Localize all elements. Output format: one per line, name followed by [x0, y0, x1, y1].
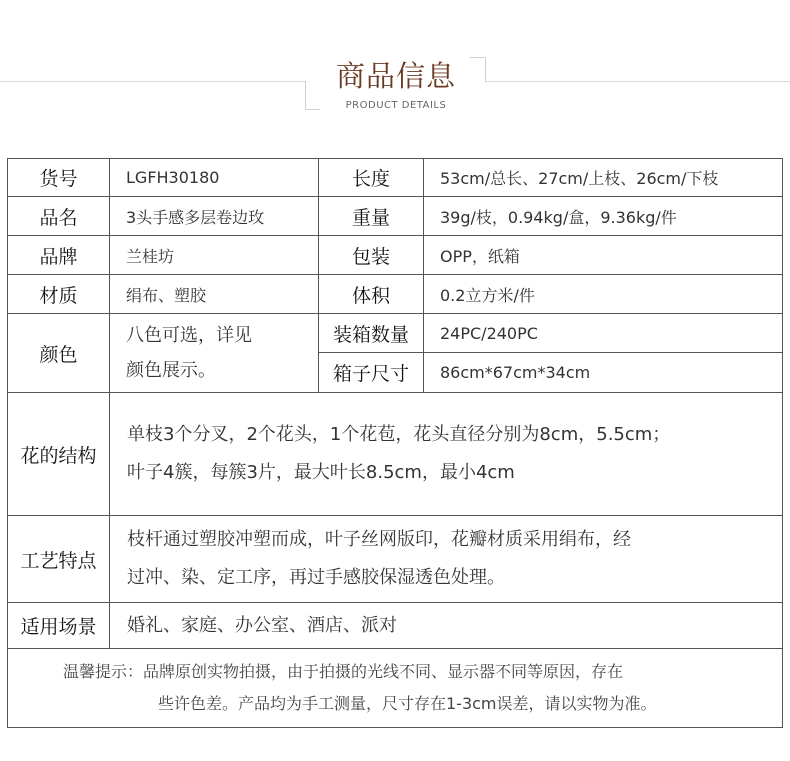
value-length: 53cm/总长、27cm/上枝、26cm/下枝 [440, 169, 719, 188]
label-box-qty: 装箱数量 [332, 323, 409, 346]
value-brand: 兰桂坊 [126, 246, 175, 266]
notice [8, 649, 782, 727]
value-scenes [110, 603, 782, 648]
value-item-no: LGFH30180 [126, 168, 220, 187]
value-craft-line1: 枝杆通过塑胶冲塑而成，叶子丝网版印，花瓣材质采用绢布，经 [127, 529, 631, 550]
label-scenes: 适用场景 [20, 616, 97, 638]
value-color-line1: 八色可选，详见 [126, 325, 252, 346]
header-rule-right [486, 81, 790, 82]
value-weight: 39g/枝，0.94kg/盒，9.36kg/件 [440, 207, 677, 227]
product-details-table [7, 158, 783, 728]
value-scenes-text: 婚礼、家庭、办公室、酒店、派对 [127, 614, 397, 636]
label-length: 长度 [351, 168, 390, 190]
label-item-no: 货号 [39, 168, 78, 190]
page-subtitle: PRODUCT DETAILS [345, 100, 447, 111]
label-craft: 工艺特点 [20, 549, 97, 572]
value-color [110, 314, 318, 392]
notice-line2: 些许色差。产品均为手工测量，尺寸存在1-3cm误差，请以实物为准。 [158, 694, 657, 713]
value-box-size: 86cm*67cm*34cm [440, 363, 591, 382]
label-name: 品名 [39, 206, 78, 229]
value-structure-line2: 叶子4簇，每簇3片，最大叶长8.5cm，最小4cm [127, 462, 515, 483]
page-title: 商品信息 [335, 59, 456, 93]
value-name: 3头手感多层卷边玫 [126, 207, 265, 227]
label-structure: 花的结构 [20, 444, 97, 467]
value-craft [110, 516, 782, 602]
value-craft-line2: 过冲、染、定工序，再过手感胶保湿透色处理。 [127, 567, 505, 588]
header-rule-left [0, 81, 305, 82]
value-packaging: OPP，纸箱 [440, 246, 520, 266]
label-volume: 体积 [351, 284, 390, 307]
label-brand: 品牌 [39, 245, 78, 268]
value-volume: 0.2立方米/件 [440, 285, 535, 305]
value-structure-line1: 单枝3个分叉，2个花头，1个花苞，花头直径分别为8cm，5.5cm； [127, 424, 671, 445]
label-box-size: 箱子尺寸 [332, 363, 409, 385]
label-material: 材质 [39, 284, 78, 307]
value-color-line2: 颜色展示。 [126, 360, 216, 381]
label-color: 颜色 [39, 343, 78, 366]
value-structure [110, 393, 782, 515]
value-box-qty: 24PC/240PC [440, 323, 538, 343]
notice-line1: 温馨提示：品牌原创实物拍摄，由于拍摄的光线不同、显示器不同等原因，存在 [63, 662, 624, 681]
label-packaging: 包装 [351, 245, 390, 268]
label-weight: 重量 [351, 206, 390, 229]
value-material: 绢布、塑胶 [126, 285, 207, 305]
